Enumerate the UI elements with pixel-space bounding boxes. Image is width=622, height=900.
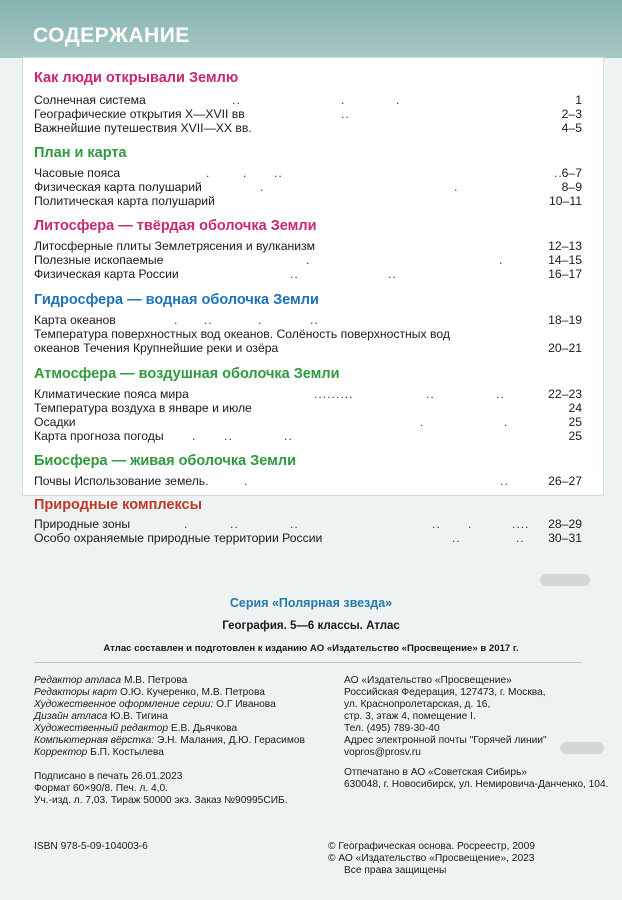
leader-dots: . <box>244 474 249 488</box>
credit-line <box>34 688 265 698</box>
toc-entry <box>34 401 582 415</box>
credit-line <box>34 676 187 686</box>
leader-dots: .. <box>496 387 505 401</box>
credit-line <box>34 712 168 722</box>
toc-entry <box>34 180 582 194</box>
leader-dots: ......... <box>314 387 354 401</box>
credit-role: Художественный редактор <box>34 723 168 734</box>
toc-entry-label: Важнейшие путешествия XVII—XX вв. <box>34 121 252 135</box>
leader-dots: .. <box>284 429 293 443</box>
print-info-line: Формат 60×90/8. Печ. л. 4,0. <box>34 783 169 794</box>
leader-dots: .. <box>554 166 563 180</box>
leader-dots: .. <box>341 107 350 121</box>
credit-name: Е.В. Дьячкова <box>170 723 238 734</box>
toc-entry-label: Литосферные плиты Землетрясения и вулканизм <box>34 239 316 253</box>
toc-entry <box>34 327 582 341</box>
leader-dots: . <box>174 313 179 327</box>
toc-entry <box>34 121 582 135</box>
toc-entry-page: 16–17 <box>548 267 582 281</box>
copyright-line: © АО «Издательство «Просвещение», 2023 <box>328 853 535 864</box>
credit-line <box>34 700 276 710</box>
page-title: СОДЕРЖАНИЕ <box>33 24 190 47</box>
leader-dots: . <box>341 93 346 107</box>
isbn: ISBN 978-5-09-104003-6 <box>34 841 148 852</box>
copyright-line: © Географическая основа. Росреестр, 2009 <box>328 841 535 852</box>
leader-dots: .. <box>432 517 441 531</box>
credit-name: О.Ю. Кучеренко, М.В. Петрова <box>119 687 265 698</box>
printer-line: 630048, г. Новосибирск, ул. Немировича-Данченко, 104. <box>344 779 609 790</box>
toc-entry <box>34 341 582 355</box>
leader-dots: .. <box>290 267 299 281</box>
toc-entry-label: Физическая карта России <box>34 267 179 281</box>
print-info-line: Уч.-изд. л. 7,03. Тираж 50000 экз. Заказ №90995СИБ. <box>34 795 288 806</box>
leader-dots: . <box>184 517 189 531</box>
leader-dots: .. <box>232 93 241 107</box>
publisher-line: Российская Федерация, 127473, г. Москва, <box>344 687 546 698</box>
background-map-badge <box>540 574 590 586</box>
publisher-email: vopros@prosv.ru <box>344 747 421 758</box>
toc-entry-page: 4–5 <box>561 121 582 135</box>
leader-dots: .. <box>500 474 509 488</box>
leader-dots: . <box>306 253 311 267</box>
toc-section-title: План и карта <box>34 145 127 161</box>
toc-entry-label: Температура поверхностных вод океанов. Солёность поверхностных вод <box>34 327 450 341</box>
leader-dots: .. <box>310 313 319 327</box>
toc-entry-page: 8–9 <box>561 180 582 194</box>
toc-entry-page: 25 <box>568 415 582 429</box>
toc-entry-label: Природные зоны <box>34 517 131 531</box>
publisher-line: Адрес электронной почты "Горячей линии" <box>344 735 547 746</box>
copyright-line: Все права защищены <box>344 865 447 876</box>
toc-entry-label: Карта прогноза погоды <box>34 429 164 443</box>
leader-dots: . <box>260 180 265 194</box>
printer-line: Отпечатано в АО «Советская Сибирь» <box>344 767 527 778</box>
leader-dots: .. <box>274 166 283 180</box>
toc-entry-label: Осадки <box>34 415 76 429</box>
toc-entry-label: Климатические пояса мира <box>34 387 189 401</box>
toc-entry <box>34 194 582 208</box>
toc-entry-page: 14–15 <box>548 253 582 267</box>
leader-dots: . <box>243 166 248 180</box>
toc-entry-label: Физическая карта полушарий <box>34 180 202 194</box>
publisher-line: ул. Краснопролетарская, д. 16, <box>344 699 491 710</box>
leader-dots: . <box>206 166 211 180</box>
leader-dots: . <box>258 313 263 327</box>
toc-entry-page: 1 <box>575 93 582 107</box>
toc-entry-page: 28–29 <box>548 517 582 531</box>
leader-dots: . <box>396 93 401 107</box>
toc-entry-label: Карта океанов <box>34 313 116 327</box>
toc-section-title: Атмосфера — воздушная оболочка Земли <box>34 366 340 382</box>
credit-name: Б.П. Костылева <box>90 747 164 758</box>
leader-dots: .. <box>426 387 435 401</box>
toc-entry-page: 20–21 <box>548 341 582 355</box>
divider <box>34 662 582 663</box>
toc-entry <box>34 415 582 429</box>
series-name: Серия «Полярная звезда» <box>229 596 393 610</box>
publisher-line: Тел. (495) 789-30-40 <box>344 723 440 734</box>
leader-dots: .. <box>204 313 213 327</box>
credit-role: Редактор атласа <box>34 675 122 686</box>
leader-dots: . <box>192 429 197 443</box>
leader-dots: . <box>420 415 425 429</box>
toc-entry-page: 2–3 <box>561 107 582 121</box>
toc-entry <box>34 429 582 443</box>
toc-entry-label: Географические открытия X—XVII вв <box>34 107 245 121</box>
toc-entry-page: 10–11 <box>549 194 582 208</box>
toc-entry <box>34 107 582 121</box>
series-note: Атлас составлен и подготовлен к изданию АО «Издательство «Просвещение» в 2017 г. <box>103 643 519 654</box>
toc-entry-label: Политическая карта полушарий <box>34 194 215 208</box>
toc-entry-label: океанов Течения Крупнейшие реки и озёра <box>34 341 279 355</box>
toc-entry-page: 18–19 <box>548 313 582 327</box>
leader-dots: . <box>504 415 509 429</box>
leader-dots: .. <box>224 429 233 443</box>
toc-entry-page: 25 <box>568 429 582 443</box>
toc-entry-label: Температура воздуха в январе и июле <box>34 401 252 415</box>
toc-entry-page: 22–23 <box>548 387 582 401</box>
credit-name: Ю.В. Тигина <box>110 711 168 722</box>
leader-dots: .. <box>388 267 397 281</box>
toc-entry <box>34 531 582 545</box>
publisher-line: стр. 3, этаж 4, помещение I. <box>344 711 476 722</box>
toc-entry <box>34 267 582 281</box>
toc-entry <box>34 517 582 531</box>
leader-dots: .. <box>230 517 239 531</box>
credit-name: О.Г Иванова <box>216 699 276 710</box>
publisher-line: АО «Издательство «Просвещение» <box>344 675 512 686</box>
credit-role: Редакторы карт <box>34 687 118 698</box>
toc-section-title: Литосфера — твёрдая оболочка Земли <box>34 218 317 234</box>
book-title: География. 5—6 классы. Атлас <box>222 620 400 632</box>
toc-entry-label: Почвы Использование земель. <box>34 474 209 488</box>
toc-entry <box>34 253 582 267</box>
toc-entry-page: 30–31 <box>548 531 582 545</box>
toc-section-title: Как люди открывали Землю <box>34 70 239 86</box>
toc-section-title: Природные комплексы <box>34 497 202 513</box>
credit-role: Художественное оформление серии: <box>34 699 214 710</box>
leader-dots: . <box>499 253 504 267</box>
credit-role: Дизайн атласа <box>34 711 108 722</box>
toc-entry <box>34 239 582 253</box>
toc-entry-page: 24 <box>568 401 582 415</box>
toc-section-title: Гидросфера — водная оболочка Земли <box>34 292 319 308</box>
print-info-line: Подписано в печать 26.01.2023 <box>34 771 183 782</box>
toc-entry-label: Особо охраняемые природные территории России <box>34 531 323 545</box>
credit-role: Компьютерная вёрстка: <box>34 735 155 746</box>
leader-dots: .... <box>512 517 530 531</box>
toc-entry <box>34 166 582 180</box>
toc-entry-page: 12–13 <box>548 239 582 253</box>
toc-entry-label: Полезные ископаемые <box>34 253 164 267</box>
toc-section-title: Биосфера — живая оболочка Земли <box>34 453 296 469</box>
leader-dots: .. <box>452 531 461 545</box>
credit-name: М.В. Петрова <box>123 675 188 686</box>
credit-name: Э.Н. Малания, Д.Ю. Герасимов <box>157 735 305 746</box>
leader-dots: .. <box>290 517 299 531</box>
leader-dots: . <box>454 180 459 194</box>
background-map-badge <box>560 742 604 754</box>
toc-entry <box>34 387 582 401</box>
credit-line <box>34 736 305 746</box>
credit-role: Корректор <box>34 747 88 758</box>
leader-dots: . <box>468 517 473 531</box>
leader-dots: .. <box>516 531 525 545</box>
toc-entry <box>34 474 582 488</box>
toc-entry <box>34 93 582 107</box>
toc-entry-page: 26–27 <box>548 474 582 488</box>
credit-line <box>34 748 164 758</box>
toc-entry <box>34 313 582 327</box>
toc-entry-label: Часовые пояса <box>34 166 121 180</box>
toc-entry-page: 6–7 <box>561 166 582 180</box>
toc-entry-label: Солнечная система <box>34 93 146 107</box>
credit-line <box>34 724 237 734</box>
